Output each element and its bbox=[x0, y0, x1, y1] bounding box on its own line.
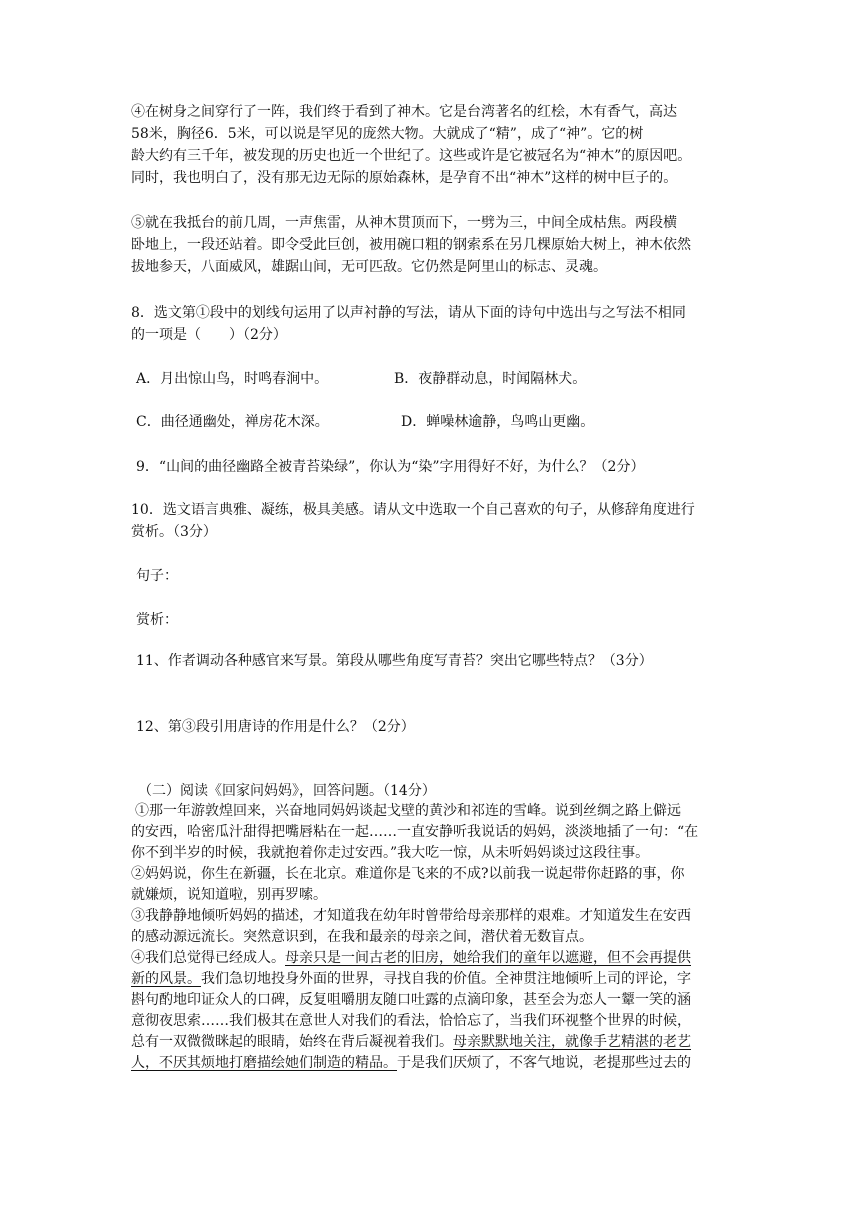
underlined-text: 新的风景。 bbox=[131, 971, 201, 987]
text-line bbox=[131, 969, 736, 990]
analysis-label: 赏析： bbox=[136, 612, 178, 628]
text-segment: 于是我们厌烦了，不客气地说，老提那些过去的 bbox=[397, 1055, 691, 1071]
paragraph-4 bbox=[131, 101, 736, 189]
question-8 bbox=[131, 302, 736, 346]
text-line: 的安西，哈密瓜汁甜得把嘴唇粘在一起……一直安静听我说话的妈妈，淡淡地插了一句：“在 bbox=[131, 824, 699, 840]
text-line: ④在树身之间穿行了一阵，我们终于看到了神木。它是台湾著名的红桧，木有香气，高达 bbox=[131, 104, 677, 120]
option-c: C．曲径通幽处，禅房花木深。 bbox=[136, 414, 329, 430]
option-b: B．夜静群动息，时闻隔林犬。 bbox=[394, 371, 587, 387]
text-line: ⑤就在我抵台的前几周，一声焦雷，从神木贯顶而下，一劈为三，中间全成枯焦。两段横 bbox=[131, 215, 677, 231]
question-text: 11、作者调动各种感官来写景。第段从哪些角度写青苔？突出它哪些特点？（3分） bbox=[136, 653, 653, 669]
text-line bbox=[131, 1032, 736, 1053]
underlined-text: 母亲默默地关注，就像手艺精湛的老艺 bbox=[453, 1034, 691, 1050]
text-line: 的感动源远流长。突然意识到，在我和最亲的母亲之间，潜伏着无数盲点。 bbox=[131, 929, 593, 945]
section-heading: （二）阅读《回家问妈妈》，回答问题。（14分） bbox=[138, 783, 436, 799]
text-line: 意彻夜思索……我们极其在意世人对我们的看法，恰恰忘了，当我们环视整个世界的时候， bbox=[131, 1013, 691, 1029]
text-line: 斟句酌地印证众人的口碑，反复咀嚼朋友随口吐露的点滴印象，甚至会为恋人一颦一笑的涵 bbox=[131, 992, 691, 1008]
question-text: 12、第③段引用唐诗的作用是什么？（2分） bbox=[136, 719, 415, 735]
question-text: 赏析。（3分） bbox=[131, 524, 217, 540]
text-line: 同时，我也明白了，没有那无边无际的原始森林，是孕育不出“神木”这样的树中巨子的。 bbox=[131, 170, 678, 186]
question-text: 8．选文第①段中的划线句运用了以声衬静的写法，请从下面的诗句中选出与之写法不相同 bbox=[131, 305, 686, 321]
text-line: ③我静静地倾听妈妈的描述，才知道我在幼年时曾带给母亲那样的艰难。才知道发生在安西 bbox=[131, 908, 691, 924]
text-line: 58米，胸径6．5米，可以说是罕见的庞然大物。大就成了“精”，成了“神”。它的树 bbox=[131, 126, 644, 142]
question-12 bbox=[136, 716, 741, 738]
text-line: 卧地上，一段还站着。即令受此巨创，被用碗口粗的钢索系在另几棵原始大树上，神木依然 bbox=[131, 237, 691, 253]
text-line bbox=[131, 1053, 736, 1074]
text-segment: 我们急切地投身外面的世界，寻找自我的价值。全神贯注地倾听上司的评论，字 bbox=[201, 971, 691, 987]
text-segment: ④我们总觉得已经成人。 bbox=[131, 950, 285, 966]
text-line: 龄大约有三千年，被发现的历史也近一个世纪了。这些或许是它被冠名为“神木”的原因吧。 bbox=[131, 148, 692, 164]
question-text: 10．选文语言典雅、凝练，极具美感。请从文中选取一个自己喜欢的句子，从修辞角度进行 bbox=[131, 502, 695, 518]
text-segment: 总有一双微微眯起的眼睛，始终在背后凝视着我们。 bbox=[131, 1034, 453, 1050]
passage-part-2 bbox=[131, 801, 736, 1074]
text-line: 拔地参天，八面威风，雄踞山间，无可匹敌。它仍然是阿里山的标志、灵魂。 bbox=[131, 259, 607, 275]
text-line bbox=[131, 948, 736, 969]
text-line: 你不到半岁的时候，我就抱着你走过安西。”我大吃一惊，从未听妈妈谈过这段往事。 bbox=[131, 845, 650, 861]
text-line: ①那一年游敦煌回来，兴奋地同妈妈谈起戈壁的黄沙和祁连的雪峰。说到丝绸之路上僻远 bbox=[135, 803, 681, 819]
text-line: ②妈妈说，你生在新疆，长在北京。难道你是飞来的不成?以前我一说起带你赶路的事，你 bbox=[131, 866, 685, 882]
sentence-label: 句子： bbox=[136, 568, 178, 584]
paragraph-5 bbox=[131, 212, 736, 278]
underlined-text: 人，不厌其烦地打磨描绘她们制造的精品。 bbox=[131, 1055, 397, 1071]
question-11 bbox=[136, 650, 741, 672]
question-text: 的一项是（ ）（2分） bbox=[131, 327, 287, 343]
question-10 bbox=[131, 499, 736, 543]
text-line: 就嫌烦，说知道啦，别再罗嗦。 bbox=[131, 887, 327, 903]
question-9 bbox=[136, 456, 741, 478]
option-a: A．月出惊山鸟，时鸣春涧中。 bbox=[136, 371, 329, 387]
question-text: 9．“山间的曲径幽路全被青苔染绿”，你认为“染”字用得好不好，为什么？（2分） bbox=[136, 459, 645, 475]
underlined-text: 母亲只是一间古老的旧房，她给我们的童年以遮避，但不会再提供 bbox=[285, 950, 691, 966]
option-d: D．蝉噪林逾静，鸟鸣山更幽。 bbox=[401, 414, 595, 430]
